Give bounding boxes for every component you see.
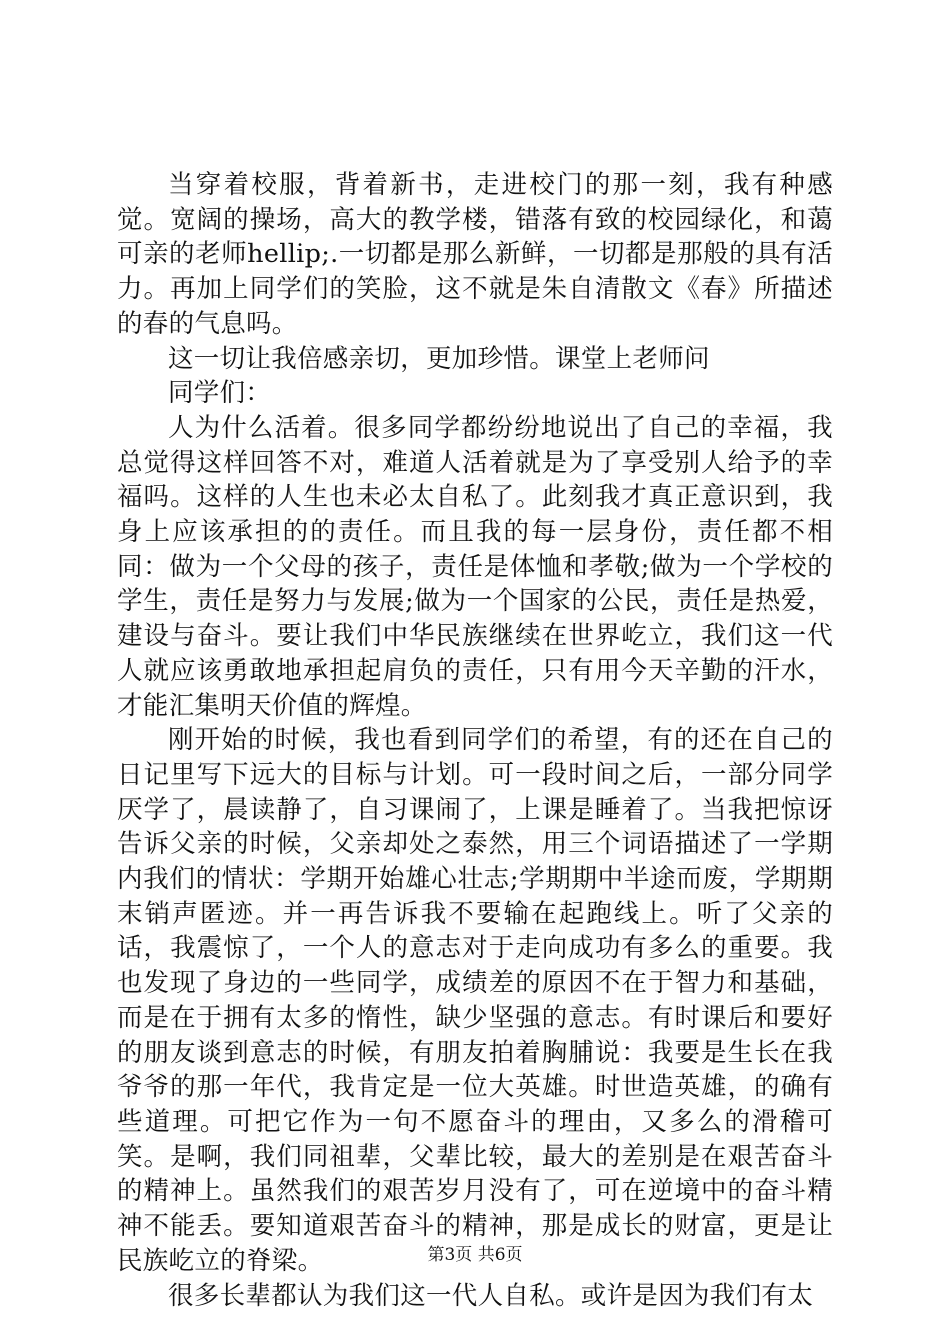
document-body	[117, 168, 833, 1313]
paragraph-2: 这一切让我倍感亲切，更加珍惜。课堂上老师问	[168, 343, 710, 374]
paragraph-5: 刚开始的时候，我也看到同学们的希望，有的还在自己的日记里写下远大的目标与计划。可一段时间之后，一部分同学厌学了，晨读静了，自习课闹了，上课是睡着了。当我把惊讶告诉父亲的时候，父亲却处之泰然，用三个词语描述了一学期内我们的情状：学期开始雄心壮志;学期期中半途而废，学期期末销声匿迹。并一再告诉我不要输在起跑线上。听了父亲的话，我震惊了，一个人的意志对于走向成功有多么的重要。我也发现了身边的一些同学，成绩差的原因不在于智力和基础，而是在于拥有太多的惰性，缺少坚强的意志。有时课后和要好的朋友谈到意志的时候，有朋友拍着胸脯说：我要是生长在我爷爷的那一年代，我肯定是一位大英雄。时世造英雄，的确有些道理。可把它作为一句不愿奋斗的理由，又多么的滑稽可笑。是啊，我们同祖辈，父辈比较，最大的差别是在艰苦奋斗的精神上。虽然我们的艰苦岁月没有了，可在逆境中的奋斗精神不能丢。要知道艰苦奋斗的精神，那是成长的财富，更是让民族屹立的脊梁。	[117, 725, 833, 1276]
paragraph-1: 当穿着校服，背着新书，走进校门的那一刻，我有种感觉。宽阔的操场，高大的教学楼，错落有致的校园绿化，和蔼可亲的老师hellip;.一切都是那么新鲜，一切都是那般的具有活力。再加上同学们的笑脸，这不就是朱自清散文《春》所描述的春的气息吗。	[117, 170, 833, 339]
paragraph-3: 同学们：	[168, 378, 272, 409]
page-number-footer: 第3页 共6页	[427, 1245, 523, 1265]
paragraph-4: 人为什么活着。很多同学都纷纷地说出了自己的幸福，我总觉得这样回答不对，难道人活着就是为了享受别人给予的幸福吗。这样的人生也未必太自私了。此刻我才真正意识到，我身上应该承担的的责任。而且我的每一层身份，责任都不相同：做为一个父母的孩子，责任是体恤和孝敬;做为一个学校的学生，责任是努力与发展;做为一个国家的公民，责任是热爱，建设与奋斗。要让我们中华民族继续在世界屹立，我们这一代人就应该勇敢地承担起肩负的责任，只有用今天辛勤的汗水，才能汇集明天价值的辉煌。	[117, 412, 833, 721]
paragraph-6: 很多长辈都认为我们这一代人自私。或许是因为我们有太	[168, 1280, 814, 1311]
